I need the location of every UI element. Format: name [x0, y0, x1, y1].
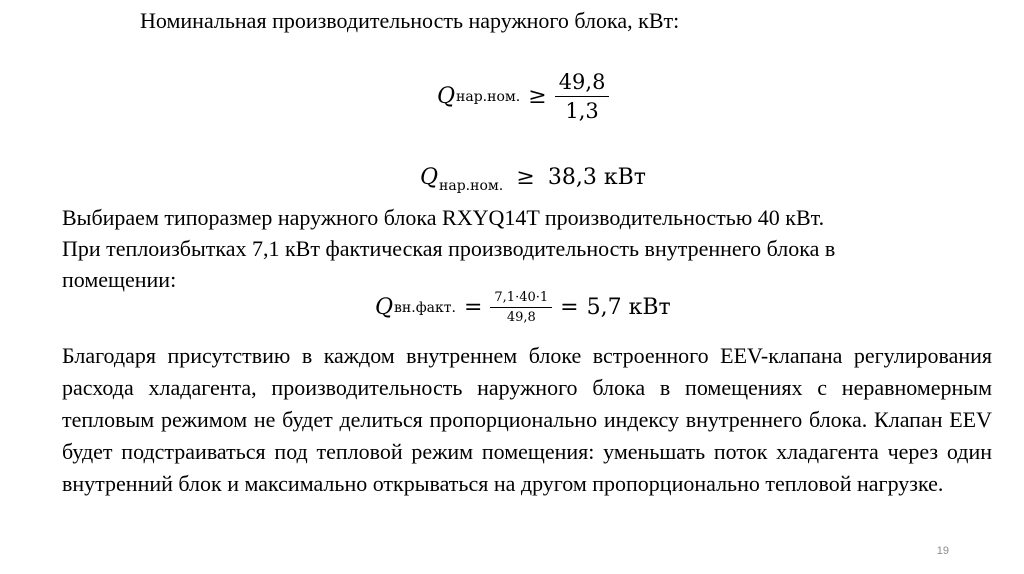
formula-operator: = — [560, 295, 579, 320]
formula-subscript: нар.ном. — [439, 178, 504, 194]
body-paragraph-eev: Благодаря присутствию в каждом внутреннем блоке встроенного EEV-клапана регулирования расхода хладагента, производительность наружного блока в помещениях с неравномерным тепловым режимом не будет делиться пропорционально индексу внутреннего блока. Клапан EEV будет подстраиваться под тепловой режим помещения: уменьшать поток хладагента через один внутренний блок и максимально открываться на другом пропорционально тепловой нагрузке. — [62, 343, 992, 496]
formula-nominal-result — [420, 165, 646, 194]
fraction-denominator: 1,3 — [565, 99, 599, 123]
text-line-heat-gain: При теплоизбытках 7,1 кВт фактическая производительность внутреннего блока в — [62, 236, 836, 261]
slide-heading: Номинальная производительность наружного блока, кВт: — [140, 8, 680, 33]
formula-nominal-capacity — [437, 70, 609, 123]
formula-result: 38,3 кВт — [547, 165, 646, 190]
formula-variable: Q — [375, 295, 394, 320]
formula-actual-capacity — [375, 290, 671, 325]
formula-operator: ≥ — [516, 165, 535, 190]
text-line-room: помещении: — [62, 267, 177, 292]
formula-result: 5,7 кВт — [586, 295, 671, 320]
formula-subscript: вн.факт. — [394, 299, 456, 316]
formula-variable: Q — [420, 165, 439, 190]
page-number: 19 — [936, 545, 949, 557]
fraction-numerator: 7,1·40·1 — [490, 290, 552, 308]
fraction-denominator: 49,8 — [506, 310, 536, 325]
formula-variable: Q — [437, 84, 456, 109]
formula-fraction — [555, 70, 610, 123]
formula-fraction — [490, 290, 552, 325]
formula-operator: = — [463, 295, 483, 320]
fraction-numerator: 49,8 — [555, 70, 610, 97]
text-line-model-selection: Выбираем типоразмер наружного блока RXYQ14T производительностью 40 кВт. — [62, 205, 825, 230]
formula-operator: ≥ — [528, 84, 547, 109]
formula-subscript: нар.ном. — [456, 88, 521, 105]
